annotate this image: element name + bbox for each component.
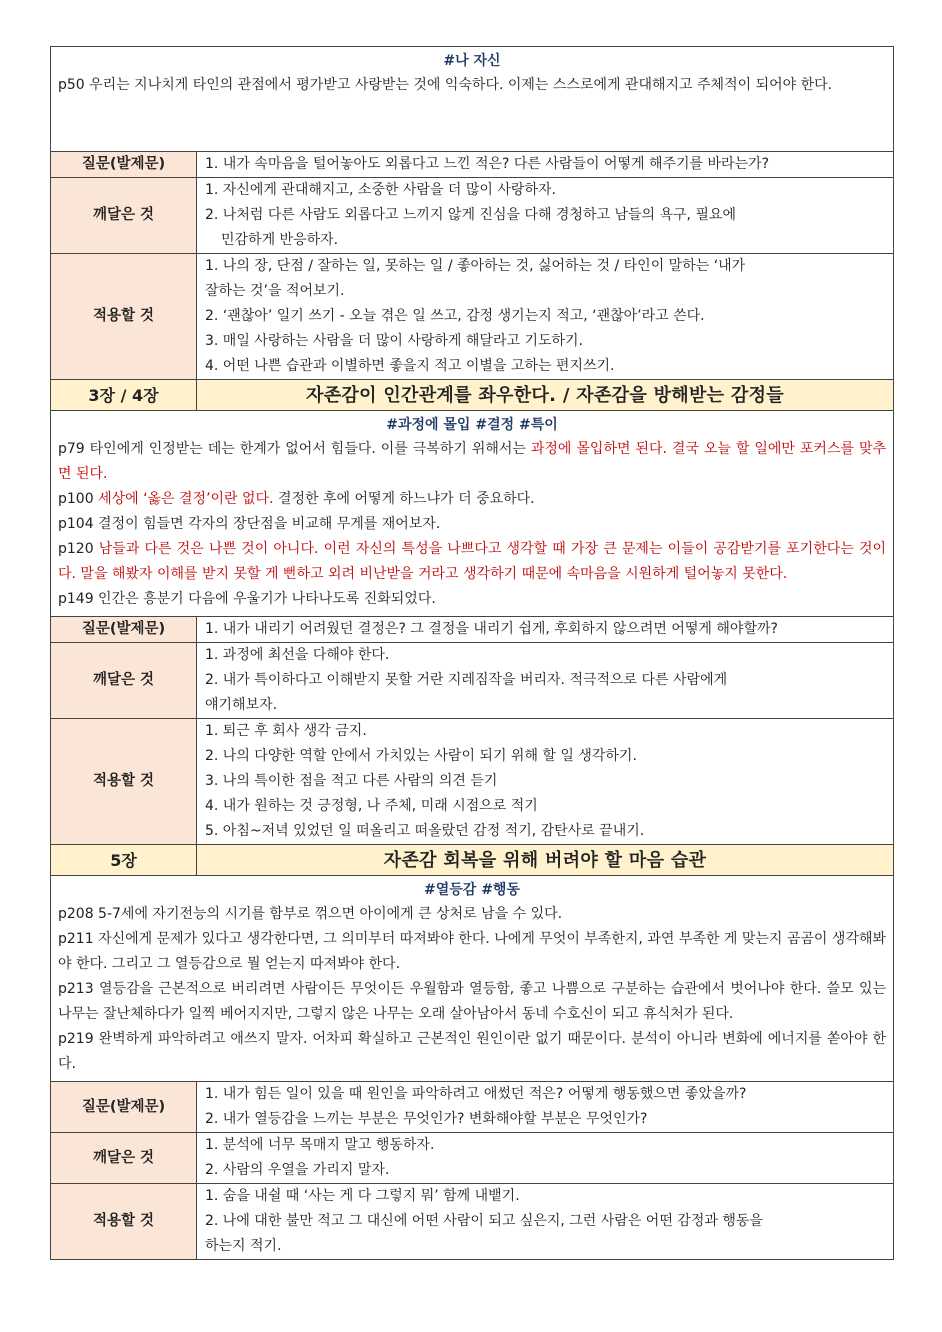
section2-excerpt-row: [51, 411, 894, 617]
passage-text: 결정한 후에 어떻게 하느냐가 더 중요하다.: [273, 491, 535, 507]
list-item: 3. 나의 특이한 점을 적고 다른 사람의 의견 듣기: [205, 773, 498, 789]
passage-text: p100: [58, 491, 99, 507]
list-item: 잘하는 것’을 적어보기.: [205, 283, 345, 299]
section2-apply-label: 적용할 것: [51, 719, 197, 845]
highlighted-text: 세상에 ‘옳은 결정’이란 없다.: [98, 491, 274, 507]
section1-question-list: [197, 152, 894, 178]
list-item: 1. 숨을 내쉴 때 ‘사는 게 다 그렇지 뭐’ 함께 내뱉기.: [205, 1188, 520, 1204]
passage: [58, 927, 886, 977]
section1-realized-row: [51, 178, 894, 254]
section3-apply-label: 적용할 것: [51, 1184, 197, 1260]
list-item: 4. 어떤 나쁜 습관과 이별하면 좋을지 적고 이별을 고하는 편지쓰기.: [205, 358, 615, 374]
section2-apply-list: [197, 719, 894, 845]
passage-text: p104 결정이 힘들면 각자의 장단점을 비교해 무게를 재어보자.: [58, 516, 441, 532]
list-item: 3. 매일 사랑하는 사람을 더 많이 사랑하게 해달라고 기도하기.: [205, 333, 583, 349]
section2-apply-row: [51, 719, 894, 845]
list-item: 1. 내가 속마음을 털어놓아도 외롭다고 느낀 적은? 다른 사람들이 어떻게 해주기를 바라는가?: [205, 156, 770, 172]
list-item: 5. 아침~저녁 있었던 일 떠올리고 떠올랐던 감정 적기, 감탄사로 끝내기.: [205, 823, 645, 839]
list-item: 2. 내가 열등감을 느끼는 부분은 무엇인가? 변화해야할 부분은 무엇인가?: [205, 1111, 648, 1127]
section3-chapter-label: 5장: [51, 845, 197, 876]
passage-text: p213 열등감을 근본적으로 버리려면 사람이든 무엇이든 우월함과 열등함, 좋고 나쁨으로 구분하는 습관에서 벗어나야 한다. 쓸모 있는 나무는 잘난체하다가 일찍 베어지지만, 그렇지 않은 나무는 오래 살아남아서 동네 수호신이 되고 휴식처가 된다.: [58, 981, 887, 1022]
section2-question-label: 질문(발제문): [51, 617, 197, 643]
section3-passages: [58, 902, 886, 1077]
section2-chapter-title: 자존감이 인간관계를 좌우한다. / 자존감을 방해받는 감정들: [197, 380, 894, 411]
passage: [58, 512, 886, 537]
passage-text: p208 5-7세에 자기전능의 시기를 함부로 꺾으면 아이에게 큰 상처로 남을 수 있다.: [58, 906, 563, 922]
list-item: 하는지 적기.: [205, 1238, 282, 1254]
list-item: 2. 사람의 우열을 가리지 말자.: [205, 1162, 390, 1178]
section3-chapter-row: [51, 845, 894, 876]
section3-tag: #열등감 #행동: [424, 882, 520, 898]
passage: [58, 1027, 886, 1077]
list-item: 1. 자신에게 관대해지고, 소중한 사람을 더 많이 사랑하자.: [205, 182, 556, 198]
section3-realized-label: 깨달은 것: [51, 1133, 197, 1184]
list-item: 2. 나의 다양한 역할 안에서 가치있는 사람이 되기 위해 할 일 생각하기.: [205, 748, 637, 764]
list-item: 1. 내가 내리기 어려웠던 결정은? 그 결정을 내리기 쉽게, 후회하지 않으려면 어떻게 해야할까?: [205, 621, 778, 637]
list-item: 1. 분석에 너무 목매지 말고 행동하자.: [205, 1137, 435, 1153]
section2-realized-label: 깨달은 것: [51, 643, 197, 719]
list-item: 1. 퇴근 후 회사 생각 금지.: [205, 723, 367, 739]
section3-chapter-title: 자존감 회복을 위해 버려야 할 마음 습관: [197, 845, 894, 876]
section2-excerpt-cell: [51, 411, 894, 617]
section1-apply-label: 적용할 것: [51, 254, 197, 380]
list-item: 4. 내가 원하는 것 긍정형, 나 주체, 미래 시점으로 적기: [205, 798, 538, 814]
section2-chapter-label: 3장 / 4장: [51, 380, 197, 411]
section1-apply-row: [51, 254, 894, 380]
section2-question-list: [197, 617, 894, 643]
section3-apply-row: [51, 1184, 894, 1260]
passage-text: p79 타인에게 인정받는 데는 한계가 없어서 힘들다. 이를 극복하기 위해서는: [58, 441, 531, 457]
section3-realized-list: [197, 1133, 894, 1184]
passage: [58, 977, 886, 1027]
passage: [58, 73, 886, 98]
highlighted-text: 남들과 다른 것은 나쁜 것이 아니다. 이런 자신의 특성을 나쁘다고 생각할 때 가장 큰 문제는 이들이 공감받기를 포기한다는 것이다. 말을 해봤자 이해를 받지 못할 게 뻔하고 외려 비난받을 거라고 생각하기 때문에 속마음을 시원하게 털어놓지 못한다.: [58, 541, 887, 582]
section1-passages: [58, 73, 886, 98]
section2-realized-row: [51, 643, 894, 719]
section1-realized-label: 깨달은 것: [51, 178, 197, 254]
passage-text: p120: [58, 541, 99, 557]
reading-notes-table: [50, 46, 894, 1260]
section1-excerpt-row: [51, 47, 894, 152]
list-item: 얘기해보자.: [205, 697, 278, 713]
list-item: 2. 내가 특이하다고 이해받지 못할 거란 지레짐작을 버리자. 적극적으로 다른 사람에게: [205, 672, 728, 688]
passage-text: p211 자신에게 문제가 있다고 생각한다면, 그 의미부터 따져봐야 한다. 나에게 무엇이 부족한지, 과연 부족한 게 맞는지 곰곰이 생각해봐야 한다. 그리고 그 열등감으로 뭘 얻는지 따져봐야 한다.: [58, 931, 887, 972]
passage: [58, 587, 886, 612]
section3-excerpt-row: [51, 876, 894, 1082]
section1-realized-list: [197, 178, 894, 254]
section1-question-label: 질문(발제문): [51, 152, 197, 178]
passage: [58, 437, 886, 487]
document: [50, 46, 893, 1260]
passage: [58, 537, 886, 587]
list-item: 2. 나처럼 다른 사람도 외롭다고 느끼지 않게 진심을 다해 경청하고 남들의 욕구, 필요에: [205, 207, 737, 223]
section2-chapter-row: [51, 380, 894, 411]
section3-question-row: [51, 1082, 894, 1133]
highlighted-text: 과정에 몰입하면 된다. 결국 오늘 할 일에만 포커스를 맞추면 된다.: [58, 441, 886, 482]
list-item: 2. 나에 대한 불만 적고 그 대신에 어떤 사람이 되고 싶은지, 그런 사람은 어떤 감정과 행동을: [205, 1213, 763, 1229]
section1-question-row: [51, 152, 894, 178]
section2-question-row: [51, 617, 894, 643]
list-item: 1. 내가 힘든 일이 있을 때 원인을 파악하려고 애썼던 적은? 어떻게 행동했으면 좋았을까?: [205, 1086, 747, 1102]
section3-apply-list: [197, 1184, 894, 1260]
passage-text: p219 완벽하게 파악하려고 애쓰지 말자. 어차피 확실하고 근본적인 원인이란 없기 때문이다. 분석이 아니라 변화에 에너지를 쏟아야 한다.: [58, 1031, 887, 1072]
list-item: 1. 나의 장, 단점 / 잘하는 일, 못하는 일 / 좋아하는 것, 싫어하는 것 / 타인이 말하는 ‘내가: [205, 258, 746, 274]
section3-excerpt-cell: [51, 876, 894, 1082]
passage-text: p50 우리는 지나치게 타인의 관점에서 평가받고 사랑받는 것에 익숙하다. 이제는 스스로에게 관대해지고 주체적이 되어야 한다.: [58, 77, 833, 93]
section2-tag: #과정에 몰입 #결정 #특이: [386, 417, 558, 433]
list-item: 2. ‘괜찮아’ 일기 쓰기 - 오늘 겪은 일 쓰고, 감정 생기는지 적고, ‘괜찮아’라고 쓴다.: [205, 308, 705, 324]
section3-question-label: 질문(발제문): [51, 1082, 197, 1133]
passage: [58, 487, 886, 512]
section3-question-list: [197, 1082, 894, 1133]
section2-realized-list: [197, 643, 894, 719]
list-item: 민감하게 반응하자.: [221, 232, 339, 248]
section1-tag: #나 자신: [443, 53, 501, 69]
list-item: 1. 과정에 최선을 다해야 한다.: [205, 647, 390, 663]
section1-excerpt-cell: [51, 47, 894, 152]
passage: [58, 902, 886, 927]
passage-text: p149 인간은 흥분기 다음에 우울기가 나타나도록 진화되었다.: [58, 591, 436, 607]
section3-realized-row: [51, 1133, 894, 1184]
section2-passages: [58, 437, 886, 612]
section1-apply-list: [197, 254, 894, 380]
